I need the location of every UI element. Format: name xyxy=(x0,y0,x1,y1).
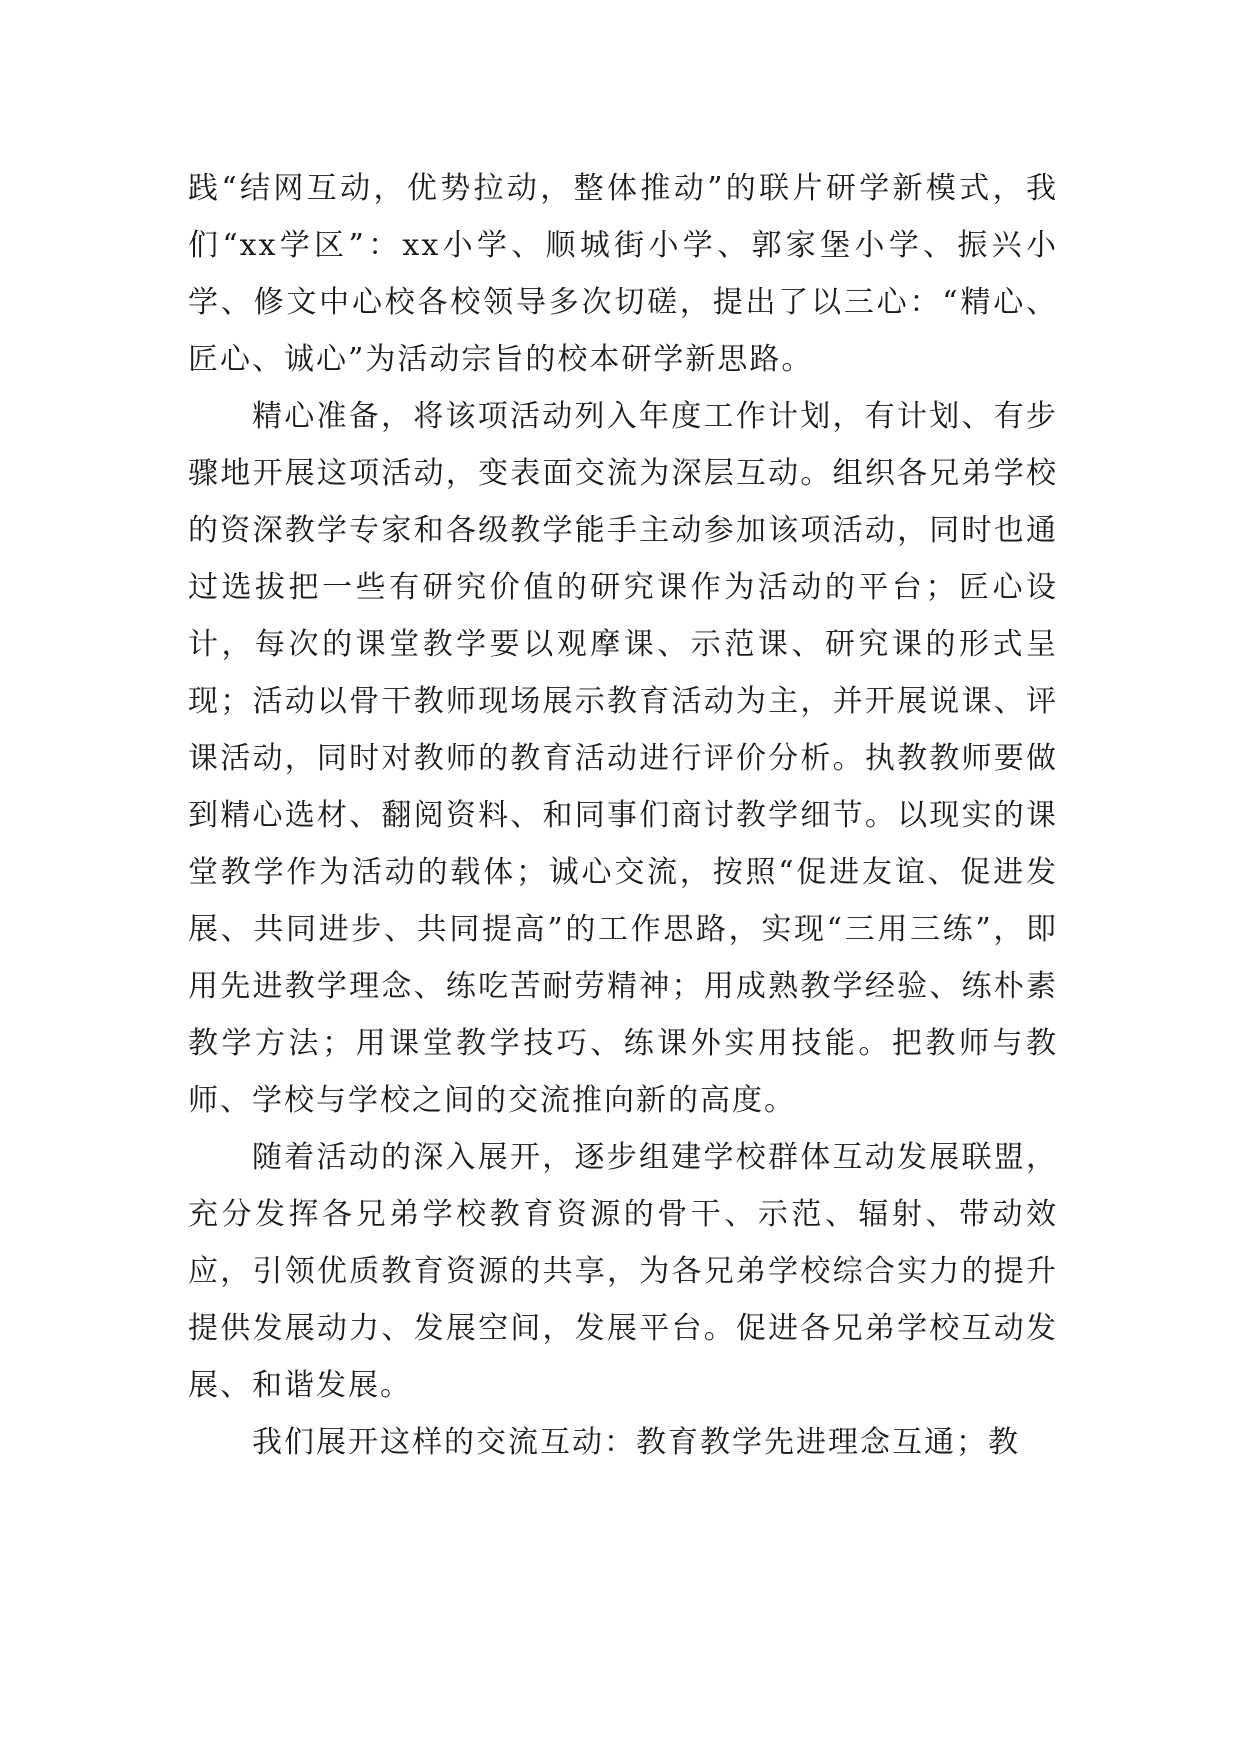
paragraph-1: 践“结网互动，优势拉动，整体推动”的联片研学新模式，我们“xx学区”：xx小学、顺城街小学、郭家堡小学、振兴小学、修文中心校各校领导多次切磋，提出了以三心：“精心、匠心、诚心”为活动宗旨的校本研学新思路。 xyxy=(188,171,1058,377)
paragraph-4: 我们展开这样的交流互动：教育教学先进理念互通；教 xyxy=(252,1425,1020,1460)
paragraph-3: 随着活动的深入展开，逐步组建学校群体互动发展联盟，充分发挥各兄弟学校教育资源的骨干、示范、辐射、带动效应，引领优质教育资源的共享，为各兄弟学校综合实力的提升提供发展动力、发展空间，发展平台。促进各兄弟学校互动发展、和谐发展。 xyxy=(188,1140,1058,1403)
paragraph-2: 精心准备，将该项活动列入年度工作计划，有计划、有步骤地开展这项活动，变表面交流为深层互动。组织各兄弟学校的资深教学专家和各级教学能手主动参加该项活动，同时也通过选拔把一些有研究价值的研究课作为活动的平台；匠心设计，每次的课堂教学要以观摩课、示范课、研究课的形式呈现；活动以骨干教师现场展示教育活动为主，并开展说课、评课活动，同时对教师的教育活动进行评价分析。执教教师要做到精心选材、翻阅资料、和同事们商讨教学细节。以现实的课堂教学作为活动的载体；诚心交流，按照“促进友谊、促进发展、共同进步、共同提高”的工作思路，实现“三用三练”，即用先进教学理念、练吃苦耐劳精神；用成熟教学经验、练朴素教学方法；用课堂教学技巧、练课外实用技能。把教师与教师、学校与学校之间的交流推向新的高度。 xyxy=(188,399,1058,1118)
document-body xyxy=(188,160,1058,1471)
